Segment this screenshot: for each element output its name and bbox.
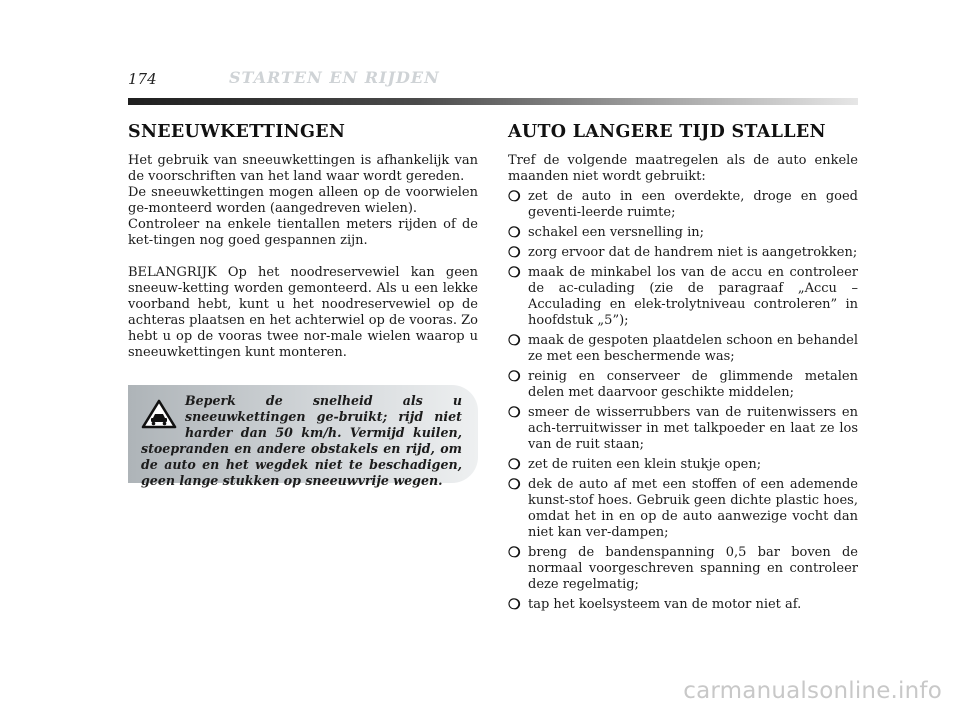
- list-item: ❍ zorg ervoor dat de handrem niet is aangetrokken;: [508, 245, 858, 261]
- bullet-circle-icon: ❍: [508, 333, 521, 349]
- bullet-circle-icon: ❍: [508, 545, 521, 561]
- list-item: ❍ zet de ruiten een klein stukje open;: [508, 457, 762, 473]
- bullet-circle-icon: ❍: [508, 369, 521, 385]
- bullet-circle-icon: ❍: [508, 405, 521, 421]
- bullet-circle-icon: ❍: [508, 457, 521, 473]
- list-item: ❍ maak de gespoten plaatdelen schoon en behandel ze met een beschermende was;: [508, 333, 858, 364]
- list-item: ❍ breng de bandenspanning 0,5 bar boven de normaal voorgeschreven spanning en controleer deze regelmatig;: [508, 545, 858, 592]
- paragraph: Het gebruik van sneeuwkettingen is afhankelijk van de voorschriften van het land waar wordt gereden.: [128, 153, 478, 184]
- bullet-circle-icon: ❍: [508, 597, 521, 613]
- list-item: ❍ dek de auto af met een stoffen of een ademende kunst-stof hoes. Gebruik geen dichte plastic hoes, omdat het in en op de auto aanwezige vocht dan niet kan ver-dampen;: [508, 477, 858, 540]
- list-item: ❍ zet de auto in een overdekte, droge en goed geventi-leerde ruimte;: [508, 189, 858, 220]
- storage-checklist: [508, 189, 858, 613]
- watermark: carmanualsonline.info: [683, 678, 942, 704]
- warning-triangle-icon: [141, 399, 177, 429]
- paragraph: Controleer na enkele tientallen meters rijden of de ket-tingen nog goed gespannen zijn.: [128, 217, 478, 248]
- bullet-circle-icon: ❍: [508, 225, 521, 241]
- list-item: ❍ smeer de wisserrubbers van de ruitenwissers en ach-terruitwisser in met talkpoeder en laat ze los van de ruit staan;: [508, 405, 858, 452]
- list-item: ❍ reinig en conserveer de glimmende metalen delen met daarvoor geschikte middelen;: [508, 369, 858, 400]
- left-column: [128, 122, 478, 488]
- section-title-storage: AUTO LANGERE TIJD STALLEN: [508, 122, 826, 142]
- section-title-snow-chains: SNEEUWKETTINGEN: [128, 122, 346, 142]
- bullet-circle-icon: ❍: [508, 477, 521, 493]
- right-column: [508, 124, 858, 617]
- warning-text: Beperk de snelheid als u sneeuwkettingen ge-bruikt; rijd niet harder dan 50 km/h. Vermijd kuilen, stoepranden en andere obstakels en rijd, om de auto en het wegdek niet te beschadigen, geen lange stukken op sneeuwvrije wegen.: [141, 393, 462, 488]
- list-item: ❍ maak de minkabel los van de accu en controleer de ac-culading (zie de paragraaf „Accu – Acculading en elek-trolytniveau controleren” in hoofdstuk „5”);: [508, 265, 858, 328]
- header-rule: [128, 98, 858, 105]
- list-item: ❍ tap het koelsysteem van de motor niet af.: [508, 597, 802, 613]
- paragraph: De sneeuwkettingen mogen alleen op de voorwielen ge-monteerd worden (aangedreven wielen).: [128, 185, 478, 216]
- list-item: ❍ schakel een versnelling in;: [508, 225, 705, 241]
- bullet-circle-icon: ❍: [508, 265, 521, 281]
- running-head: STARTEN EN RIJDEN: [229, 68, 440, 87]
- bullet-circle-icon: ❍: [508, 189, 521, 205]
- bullet-circle-icon: ❍: [508, 245, 521, 261]
- page-number: 174: [128, 70, 157, 88]
- warning-box: [128, 385, 478, 488]
- important-note: BELANGRIJK Op het noodreservewiel kan geen sneeuw-ketting worden gemonteerd. Als u een lekke voorband hebt, kunt u het noodreservewiel op de achteras plaatsen en het achterwiel op de vooras. Zo hebt u op de vooras twee nor-male wielen waarop u sneeuwkettingen kunt monteren.: [128, 265, 478, 360]
- intro-text: Tref de volgende maatregelen als de auto enkele maanden niet wordt gebruikt:: [508, 153, 858, 184]
